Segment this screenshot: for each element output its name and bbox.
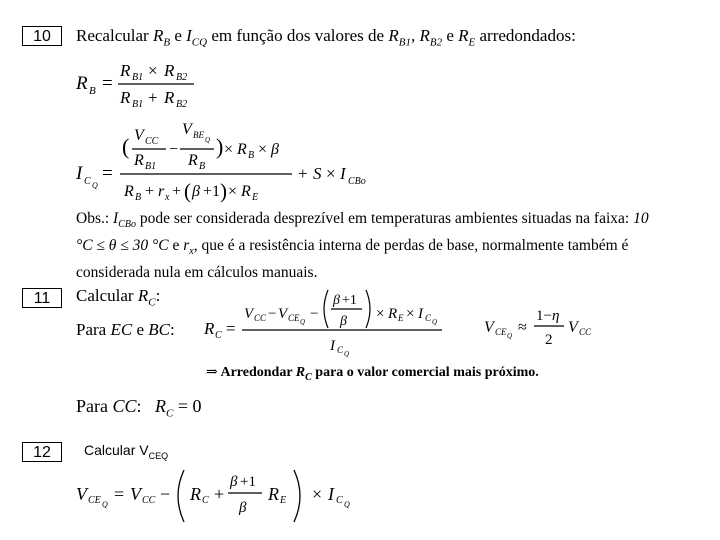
svg-text:C: C [215, 330, 222, 341]
svg-text:=: = [114, 484, 125, 504]
svg-text:+: + [298, 164, 308, 183]
equation-vceq [72, 466, 372, 528]
svg-text:+: + [148, 88, 158, 107]
svg-text:−: − [160, 484, 171, 504]
step-10-title: Recalcular $R_B$ e $I_{CQ}$ em função dos valores de $R_{B1}$, $R_{B2}$ e $R_E$ arredondados: [76, 26, 576, 49]
svg-text:R: R [204, 319, 215, 338]
svg-text:r: r [158, 183, 165, 200]
svg-text:Q: Q [344, 500, 350, 509]
svg-text:2: 2 [545, 332, 553, 348]
svg-text:B: B [248, 150, 255, 161]
svg-text:CE: CE [88, 495, 101, 506]
svg-text:R: R [190, 484, 201, 504]
equation-rb [72, 56, 212, 112]
svg-text:Q: Q [432, 318, 438, 326]
svg-text:−: − [268, 306, 277, 322]
svg-text:Q: Q [102, 500, 108, 509]
svg-text:E: E [398, 313, 404, 323]
equation-icq [72, 118, 392, 206]
svg-text:CC: CC [254, 313, 267, 323]
svg-text:B1: B1 [132, 72, 144, 83]
svg-text:BE: BE [193, 130, 204, 140]
svg-text:E: E [280, 495, 287, 506]
svg-text:Q: Q [507, 332, 513, 340]
svg-text:B1: B1 [145, 161, 157, 172]
svg-text:I: I [76, 163, 83, 184]
svg-text:B2: B2 [176, 99, 188, 110]
svg-text:I: I [418, 306, 423, 322]
svg-text:V: V [76, 484, 87, 504]
svg-text:+: + [145, 183, 155, 200]
svg-text:×: × [312, 484, 323, 504]
svg-text:V: V [134, 127, 144, 144]
svg-text:V: V [130, 484, 141, 504]
svg-text:β: β [340, 314, 347, 329]
equation-vceq-approx [480, 304, 610, 354]
case-cc-label: Para CC: $R_C = 0$ [76, 396, 202, 420]
svg-text:C: C [84, 176, 91, 187]
svg-text:R: R [164, 88, 175, 107]
svg-text:R: R [134, 152, 144, 169]
svg-text:+: + [172, 183, 182, 200]
svg-text:R: R [76, 73, 88, 94]
svg-text:1−: 1− [536, 308, 552, 324]
svg-text:C: C [337, 345, 344, 355]
svg-text:β: β [333, 293, 340, 308]
svg-text:R: R [120, 88, 131, 107]
svg-text:x: x [165, 192, 170, 203]
svg-text:−: − [169, 141, 179, 158]
svg-text:R: R [268, 484, 279, 504]
svg-text:β: β [192, 183, 200, 200]
svg-text:B: B [199, 161, 206, 172]
svg-text:R: R [188, 152, 198, 169]
svg-text:Q: Q [92, 181, 98, 190]
svg-text:R: R [241, 183, 251, 200]
svg-text:E: E [252, 192, 259, 203]
svg-text:B: B [89, 85, 96, 97]
svg-text:C: C [202, 495, 209, 506]
svg-text:V: V [278, 306, 288, 322]
step-12-title: Calcular $V_{CEQ}$ [84, 442, 169, 461]
svg-text:Q: Q [205, 136, 211, 144]
svg-text:=: = [226, 319, 236, 338]
svg-text:β: β [239, 500, 247, 516]
svg-text:=: = [102, 73, 113, 94]
svg-text:Q: Q [300, 318, 306, 326]
case-ec-bc-label: Para EC e BC: [76, 320, 175, 339]
svg-text:C: C [336, 495, 343, 506]
svg-text:β: β [271, 141, 279, 158]
svg-text:β: β [230, 474, 238, 490]
svg-text:B2: B2 [176, 72, 188, 83]
svg-text:CE: CE [288, 313, 300, 323]
svg-text:R: R [237, 141, 247, 158]
svg-text:): ) [220, 179, 227, 203]
svg-text:C: C [425, 313, 432, 323]
svg-text:CE: CE [495, 327, 507, 337]
svg-text:η: η [552, 308, 560, 324]
svg-text:+1: +1 [240, 474, 256, 490]
svg-text:+: + [214, 484, 225, 504]
svg-text:×: × [224, 141, 234, 158]
svg-text:R: R [120, 61, 131, 80]
svg-text:CC: CC [142, 495, 156, 506]
step-10-observation: Obs.: $I_{CBo}$ pode ser considerada desprezível em temperaturas ambientes situadas na faixa: 10 °C ≤ θ ≤ 30 °C e $r_x$, que é a resistência interna de perdas de base, normalmente também é considerada nula em cálculos manuais. [76, 210, 649, 282]
step-number-12: 12 [22, 442, 62, 462]
svg-text:S: S [313, 164, 322, 183]
svg-text:R: R [164, 61, 175, 80]
svg-text:×: × [376, 306, 385, 322]
svg-text:×: × [228, 183, 238, 200]
svg-text:V: V [568, 319, 578, 336]
svg-text:R: R [124, 183, 134, 200]
svg-text:V: V [244, 306, 254, 322]
equation-rc [200, 286, 450, 362]
svg-text:≈: ≈ [518, 319, 527, 336]
svg-text:×: × [326, 164, 336, 183]
svg-text:V: V [484, 319, 494, 336]
svg-text:+1: +1 [203, 183, 221, 200]
svg-text:B: B [135, 192, 142, 203]
svg-text:−: − [310, 306, 319, 322]
step-number-11: 11 [22, 288, 62, 308]
svg-text:CBo: CBo [348, 176, 366, 187]
svg-text:B1: B1 [132, 99, 144, 110]
svg-text:(: ( [184, 179, 191, 203]
svg-text:V: V [182, 121, 192, 138]
svg-text:CC: CC [145, 136, 159, 147]
svg-text:(: ( [122, 134, 130, 159]
svg-text:R: R [388, 306, 398, 322]
svg-text:×: × [406, 306, 415, 322]
svg-text:I: I [340, 164, 346, 183]
step-11-title: Calcular $R_C$: [76, 286, 161, 309]
step-number-10: 10 [22, 26, 62, 46]
svg-text:+1: +1 [342, 293, 357, 308]
svg-text:Q: Q [344, 350, 350, 358]
svg-text:I: I [330, 338, 335, 354]
svg-text:=: = [102, 163, 113, 184]
svg-text:): ) [216, 134, 224, 159]
svg-text:×: × [148, 61, 158, 80]
round-rc-note: ⇒ Arredondar $R_C$ para o valor comercial mais próximo. [206, 365, 539, 383]
svg-text:×: × [258, 141, 268, 158]
svg-text:I: I [328, 484, 334, 504]
svg-text:CC: CC [579, 327, 592, 337]
